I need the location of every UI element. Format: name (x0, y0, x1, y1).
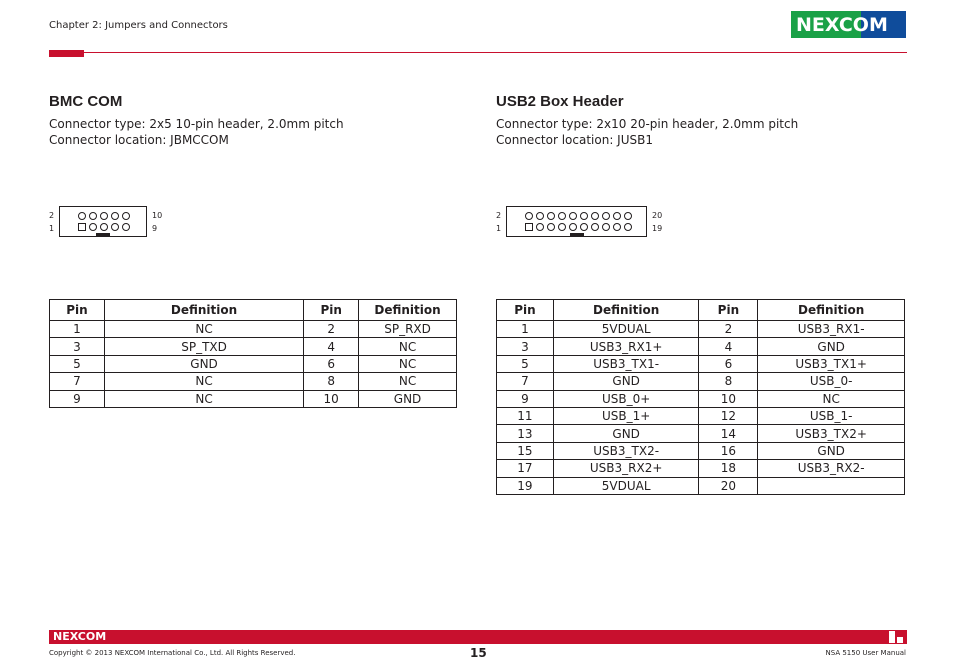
pin-definition-cell: GND (553, 373, 699, 390)
col-pin: Pin (304, 300, 359, 321)
pin-number-cell: 5 (497, 355, 554, 372)
connector-pin (111, 223, 119, 231)
bmc-label-bottom-left: 1 (49, 224, 55, 233)
pin-definition-cell: NC (104, 373, 303, 390)
logo-text: NEXCOM (796, 13, 888, 36)
pin-number-cell: 16 (699, 442, 758, 459)
nexcom-logo (791, 11, 906, 38)
connector-pin (89, 223, 97, 231)
table-row (497, 390, 905, 407)
pin-1-marker (525, 223, 533, 231)
usb-connector-diagram (506, 206, 647, 237)
bmc-label-top-left: 2 (49, 211, 55, 220)
bmc-pin-table (49, 299, 457, 408)
connector-pin (89, 212, 97, 220)
connector-pin (580, 212, 588, 220)
pin-definition-cell: USB3_TX1- (553, 355, 699, 372)
connector-pin (602, 212, 610, 220)
pin-definition-cell: USB_0+ (553, 390, 699, 407)
pin-number-cell: 10 (304, 390, 359, 407)
col-definition: Definition (553, 300, 699, 321)
usb-pin-table (496, 299, 905, 495)
connector-pin (547, 212, 555, 220)
pin-number-cell: 15 (497, 442, 554, 459)
connector-pin (558, 212, 566, 220)
table-row (497, 442, 905, 459)
pin-definition-cell: GND (104, 355, 303, 372)
table-row (50, 373, 457, 390)
pin-number-cell: 9 (50, 390, 105, 407)
pin-definition-cell: NC (758, 390, 905, 407)
table-row (497, 460, 905, 477)
col-definition: Definition (104, 300, 303, 321)
pin-definition-cell (758, 477, 905, 494)
usb-title: USB2 Box Header (496, 93, 624, 110)
table-row (50, 321, 457, 338)
table-row (50, 390, 457, 407)
pin-number-cell: 7 (497, 373, 554, 390)
connector-key-notch (570, 233, 584, 237)
pin-number-cell: 1 (497, 321, 554, 338)
usb-label-bottom-right: 19 (652, 224, 663, 233)
connector-pin (569, 212, 577, 220)
pin-number-cell: 18 (699, 460, 758, 477)
table-header-row (50, 300, 457, 321)
table-row (497, 425, 905, 442)
connector-pin (569, 223, 577, 231)
connector-pin (536, 212, 544, 220)
pin-definition-cell: GND (553, 425, 699, 442)
usb-location: Connector location: JUSB1 (496, 133, 653, 147)
connector-pin (591, 223, 599, 231)
pin-number-cell: 8 (699, 373, 758, 390)
pin-number-cell: 11 (497, 407, 554, 424)
pin-definition-cell: GND (359, 390, 457, 407)
pin-number-cell: 17 (497, 460, 554, 477)
table-row (50, 338, 457, 355)
connector-pin (613, 212, 621, 220)
connector-pin (558, 223, 566, 231)
pin-number-cell: 6 (304, 355, 359, 372)
table-row (497, 338, 905, 355)
col-definition: Definition (758, 300, 905, 321)
table-header-row (497, 300, 905, 321)
pin-definition-cell: USB3_TX2- (553, 442, 699, 459)
pin-definition-cell: 5VDUAL (553, 321, 699, 338)
connector-pin (591, 212, 599, 220)
pin-number-cell: 3 (50, 338, 105, 355)
connector-pin (100, 212, 108, 220)
pin-1-marker (78, 223, 86, 231)
usb-type: Connector type: 2x10 20-pin header, 2.0mm pitch (496, 117, 799, 131)
connector-pin (547, 223, 555, 231)
pin-number-cell: 3 (497, 338, 554, 355)
pin-definition-cell: USB_1- (758, 407, 905, 424)
bmc-title: BMC COM (49, 93, 123, 110)
pin-definition-cell: GND (758, 442, 905, 459)
pin-number-cell: 5 (50, 355, 105, 372)
pin-number-cell: 7 (50, 373, 105, 390)
header-rule-tab (49, 50, 84, 57)
pin-number-cell: 6 (699, 355, 758, 372)
pin-number-cell: 10 (699, 390, 758, 407)
chapter-title: Chapter 2: Jumpers and Connectors (49, 20, 228, 31)
connector-pin (78, 212, 86, 220)
pin-definition-cell: USB3_RX1- (758, 321, 905, 338)
connector-key-notch (96, 233, 110, 237)
connector-pin (536, 223, 544, 231)
pin-definition-cell: SP_RXD (359, 321, 457, 338)
usb-label-bottom-left: 1 (496, 224, 502, 233)
connector-pin (100, 223, 108, 231)
pin-definition-cell: NC (359, 373, 457, 390)
pin-definition-cell: USB3_RX2+ (553, 460, 699, 477)
col-pin: Pin (699, 300, 758, 321)
pin-number-cell: 13 (497, 425, 554, 442)
usb-section (496, 93, 906, 148)
pin-definition-cell: NC (104, 321, 303, 338)
footer-bar (49, 630, 907, 644)
bmc-section (49, 93, 449, 148)
pin-definition-cell: USB3_TX1+ (758, 355, 905, 372)
usb-label-top-right: 20 (652, 211, 663, 220)
connector-pin (525, 212, 533, 220)
manual-title: NSA 5150 User Manual (825, 649, 906, 657)
connector-pin (624, 212, 632, 220)
pin-number-cell: 12 (699, 407, 758, 424)
pin-number-cell: 4 (699, 338, 758, 355)
bmc-label-top-right: 10 (152, 211, 163, 220)
pin-number-cell: 4 (304, 338, 359, 355)
connector-pin (613, 223, 621, 231)
header-rule (49, 52, 907, 53)
bmc-connector-diagram (59, 206, 147, 237)
connector-pin (602, 223, 610, 231)
table-row (50, 355, 457, 372)
usb-label-top-left: 2 (496, 211, 502, 220)
footer-logo: NEXCOM (53, 630, 107, 643)
pin-number-cell: 2 (304, 321, 359, 338)
pin-number-cell: 8 (304, 373, 359, 390)
connector-pin (580, 223, 588, 231)
pin-definition-cell: USB_0- (758, 373, 905, 390)
connector-pin (122, 223, 130, 231)
table-row (497, 321, 905, 338)
pin-definition-cell: USB3_TX2+ (758, 425, 905, 442)
table-row (497, 407, 905, 424)
pin-number-cell: 2 (699, 321, 758, 338)
pin-definition-cell: NC (359, 338, 457, 355)
pin-definition-cell: USB3_RX2- (758, 460, 905, 477)
table-row (497, 373, 905, 390)
page-number: 15 (470, 646, 487, 660)
table-row (497, 477, 905, 494)
pin-number-cell: 20 (699, 477, 758, 494)
bmc-location: Connector location: JBMCCOM (49, 133, 229, 147)
pin-definition-cell: 5VDUAL (553, 477, 699, 494)
pin-definition-cell: USB_1+ (553, 407, 699, 424)
pin-number-cell: 19 (497, 477, 554, 494)
pin-number-cell: 1 (50, 321, 105, 338)
connector-pin (122, 212, 130, 220)
pin-definition-cell: GND (758, 338, 905, 355)
col-definition: Definition (359, 300, 457, 321)
col-pin: Pin (497, 300, 554, 321)
pin-number-cell: 14 (699, 425, 758, 442)
pin-number-cell: 9 (497, 390, 554, 407)
pin-definition-cell: SP_TXD (104, 338, 303, 355)
pin-definition-cell: NC (104, 390, 303, 407)
bmc-type: Connector type: 2x5 10-pin header, 2.0mm pitch (49, 117, 344, 131)
pin-definition-cell: NC (359, 355, 457, 372)
connector-pin (624, 223, 632, 231)
pin-definition-cell: USB3_RX1+ (553, 338, 699, 355)
table-row (497, 355, 905, 372)
col-pin: Pin (50, 300, 105, 321)
bmc-label-bottom-right: 9 (152, 224, 158, 233)
connector-pin (111, 212, 119, 220)
copyright: Copyright © 2013 NEXCOM International Co., Ltd. All Rights Reserved. (49, 649, 296, 657)
